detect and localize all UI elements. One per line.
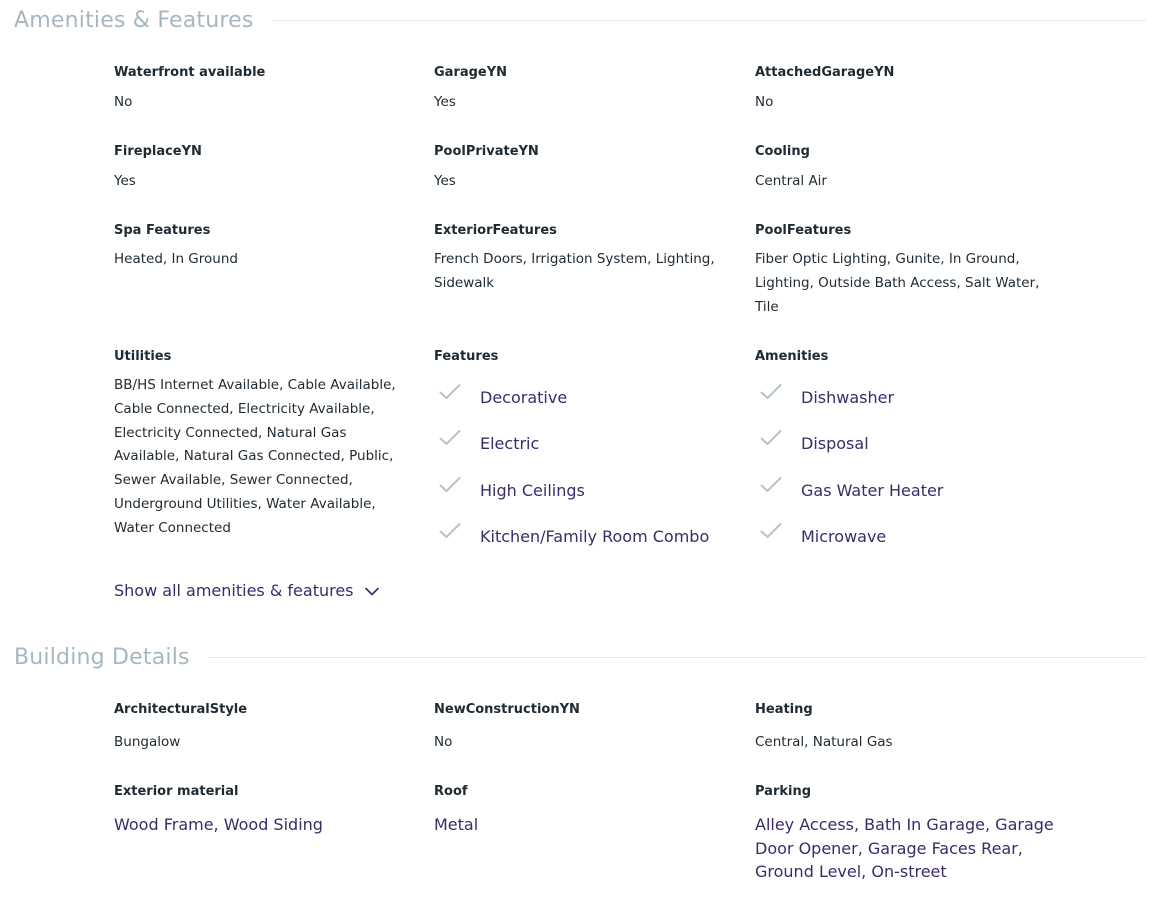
field-garage [434, 65, 734, 115]
check-icon [439, 383, 461, 401]
list-item [755, 526, 1055, 572]
field-heating [755, 702, 1055, 755]
check-icon [439, 522, 461, 540]
amenity-label: Gas Water Heater [801, 480, 944, 500]
feature-label: Decorative [480, 388, 568, 407]
field-label: Heating [755, 702, 813, 717]
section-title-amenities: Amenities & Features [14, 10, 272, 32]
field-value: Metal [434, 815, 479, 834]
field-spa-features [114, 223, 414, 272]
features-list [434, 387, 734, 572]
field-cooling [755, 144, 1055, 194]
check-icon [439, 429, 461, 447]
field-value: No [114, 94, 133, 110]
field-value: Central Air [755, 173, 827, 189]
field-label: Cooling [755, 144, 810, 159]
section-title-building: Building Details [14, 647, 208, 669]
field-value: Bungalow [114, 734, 181, 750]
field-value: Wood Frame, Wood Siding [114, 815, 323, 834]
check-icon [760, 476, 782, 494]
field-label: ArchitecturalStyle [114, 702, 248, 717]
field-value: Yes [434, 94, 456, 110]
list-item [434, 387, 734, 433]
field-label: Spa Features [114, 223, 211, 238]
field-label: Parking [755, 784, 812, 799]
field-label: Features [434, 349, 499, 364]
field-architectural-style [114, 702, 414, 755]
field-label: Utilities [114, 349, 172, 364]
field-value: Alley Access, Bath In Garage, Garage Door Opener, Garage Faces Rear, Ground Level, On-street [755, 815, 1054, 881]
check-icon [760, 383, 782, 401]
field-waterfront [114, 65, 414, 115]
feature-label: Electric [480, 434, 540, 454]
field-utilities [114, 349, 406, 541]
amenity-label: Microwave [801, 526, 887, 546]
field-roof [434, 784, 734, 837]
field-label: Amenities [755, 349, 829, 364]
field-label: PoolPrivateYN [434, 144, 539, 159]
field-value: Heated, In Ground [114, 251, 238, 267]
field-value: No [755, 94, 774, 110]
list-item [755, 433, 1055, 479]
show-all-amenities-button[interactable] [114, 580, 379, 602]
amenity-label: Disposal [801, 434, 869, 454]
field-label: NewConstructionYN [434, 702, 580, 717]
feature-label: High Ceilings [480, 480, 585, 500]
field-parking [755, 784, 1055, 884]
field-value: Yes [114, 173, 136, 189]
field-pool-features [755, 223, 1055, 319]
amenities-list [755, 387, 1055, 572]
check-icon [760, 429, 782, 447]
field-attached-garage [755, 65, 1055, 115]
field-label: GarageYN [434, 65, 508, 80]
field-label: Waterfront available [114, 65, 266, 80]
field-value: BB/HS Internet Available, Cable Available, Cable Connected, Electricity Available, Electricity Connected, Natural Gas Available, Natural Gas Connected, Public, Sewer Available, Sewer Connected, Underground Utilities, Water Available, Water Connected [114, 377, 396, 536]
field-fireplace [114, 144, 414, 194]
field-value: Central, Natural Gas [755, 734, 893, 750]
field-value: Fiber Optic Lighting, Gunite, In Ground, Lighting, Outside Bath Access, Salt Water, Tile [755, 251, 1040, 315]
field-label: AttachedGarageYN [755, 65, 895, 80]
amenities-group [755, 349, 1055, 572]
field-exterior-features [434, 223, 734, 296]
field-pool-private [434, 144, 734, 194]
feature-label: Kitchen/Family Room Combo [480, 526, 710, 546]
check-icon [439, 476, 461, 494]
field-value: French Doors, Irrigation System, Lighting, Sidewalk [434, 251, 715, 291]
features-group [434, 349, 734, 572]
list-item [434, 480, 734, 526]
field-label: Exterior material [114, 784, 239, 799]
field-label: FireplaceYN [114, 144, 202, 159]
field-new-construction [434, 702, 734, 755]
field-label: Roof [434, 784, 468, 799]
check-icon [760, 522, 782, 540]
list-item [755, 480, 1055, 526]
list-item [434, 433, 734, 479]
field-value: Yes [434, 173, 456, 189]
field-label: ExteriorFeatures [434, 223, 557, 238]
chevron-down-icon [365, 587, 379, 596]
field-exterior-material [114, 784, 414, 837]
list-item [755, 387, 1055, 433]
list-item [434, 526, 734, 572]
field-label: PoolFeatures [755, 223, 852, 238]
show-all-label: Show all amenities & features [114, 581, 354, 600]
field-value: No [434, 734, 453, 750]
amenity-label: Dishwasher [801, 388, 895, 407]
